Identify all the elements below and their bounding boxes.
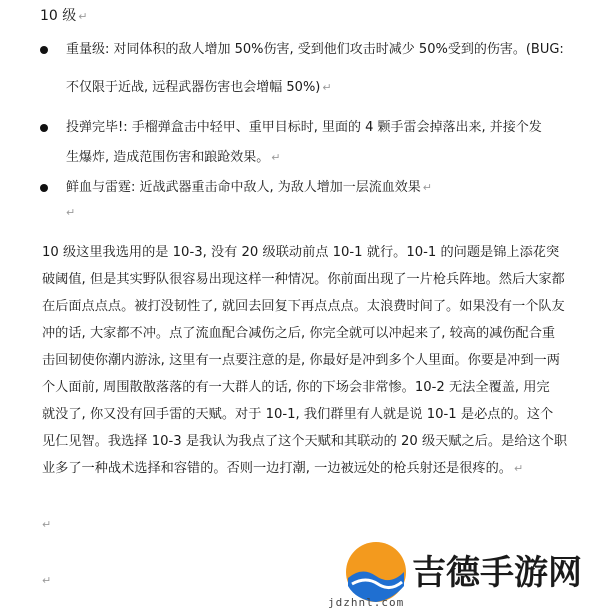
heading-text: 10 级 [40, 8, 77, 24]
paragraph-mark: ↵ [42, 518, 52, 531]
paragraph-line: 见仁见智。我选择 10-3 是我认为我点了这个天赋和其联动的 20 级天赋之后。是给这个职 [42, 434, 568, 449]
paragraph-line: 破阈值, 但是其实野队很容易出现这样一种情况。你前面出现了一片枪兵阵地。然后大家都 [42, 272, 565, 287]
bullet-line: 生爆炸, 造成范围伤害和踉跄效果。 ↵ [66, 150, 281, 165]
paragraph-line: 在后面点点点。被打没韧性了, 就回去回复下再点点点。太浪费时间了。如果没有一个队友 [42, 299, 565, 314]
paragraph-line: 冲的话, 大家都不冲。点了流血配合减伤之后, 你完全就可以冲起来了, 较高的减伤配合重 [42, 326, 556, 341]
bullet-dot [40, 124, 48, 132]
paragraph-mark: ↵ [66, 206, 76, 219]
paragraph-mark: ↵ [42, 574, 52, 587]
bullet-line: 不仅限于近战, 远程武器伤害也会增幅 50%) ↵ [66, 80, 332, 95]
paragraph-line: 击回韧使你潮内游泳, 这里有一点要注意的是, 你最好是冲到多个人里面。你要是冲到一两 [42, 353, 560, 368]
paragraph-line: 个人面前, 周围散散落落的有一大群人的话, 你的下场会非常惨。10-2 无法全覆盖, 用完 [42, 380, 550, 395]
bullet-line: 投弹完毕!: 手榴弹盒击中轻甲、重甲目标时, 里面的 4 颗手雷会掉落出来, 并接个发 [66, 120, 542, 135]
paragraph-line: 就没了, 你又没有回手雷的天赋。对于 10-1, 我们群里有人就是说 10-1 是必点的。这个 [42, 407, 554, 422]
brand-text: 吉德手游网 [412, 553, 582, 593]
bullet-line: 鲜血与雷霆: 近战武器重击命中敌人, 为敌人增加一层流血效果 ↵ [66, 180, 432, 195]
bullet-line: 重量级: 对同体积的敌人增加 50%伤害, 受到他们攻击时减少 50%受到的伤害。(BUG: [66, 42, 564, 57]
paragraph-line: 10 级这里我选用的是 10-3, 没有 20 级联动前点 10-1 就行。10-1 的问题是锦上添花突 [42, 245, 560, 260]
section-heading [40, 6, 87, 27]
paragraph-line: 业多了一种战术选择和容错的。否则一边打潮, 一边被远处的枪兵射还是很疼的。 ↵ [42, 461, 524, 476]
bullet-dot [40, 184, 48, 192]
bullet-dot [40, 46, 48, 54]
logo-emblem-icon [346, 542, 406, 602]
paragraph-mark: ↵ [78, 10, 88, 23]
watermark-site-text: jdzhnl.com [328, 596, 405, 609]
